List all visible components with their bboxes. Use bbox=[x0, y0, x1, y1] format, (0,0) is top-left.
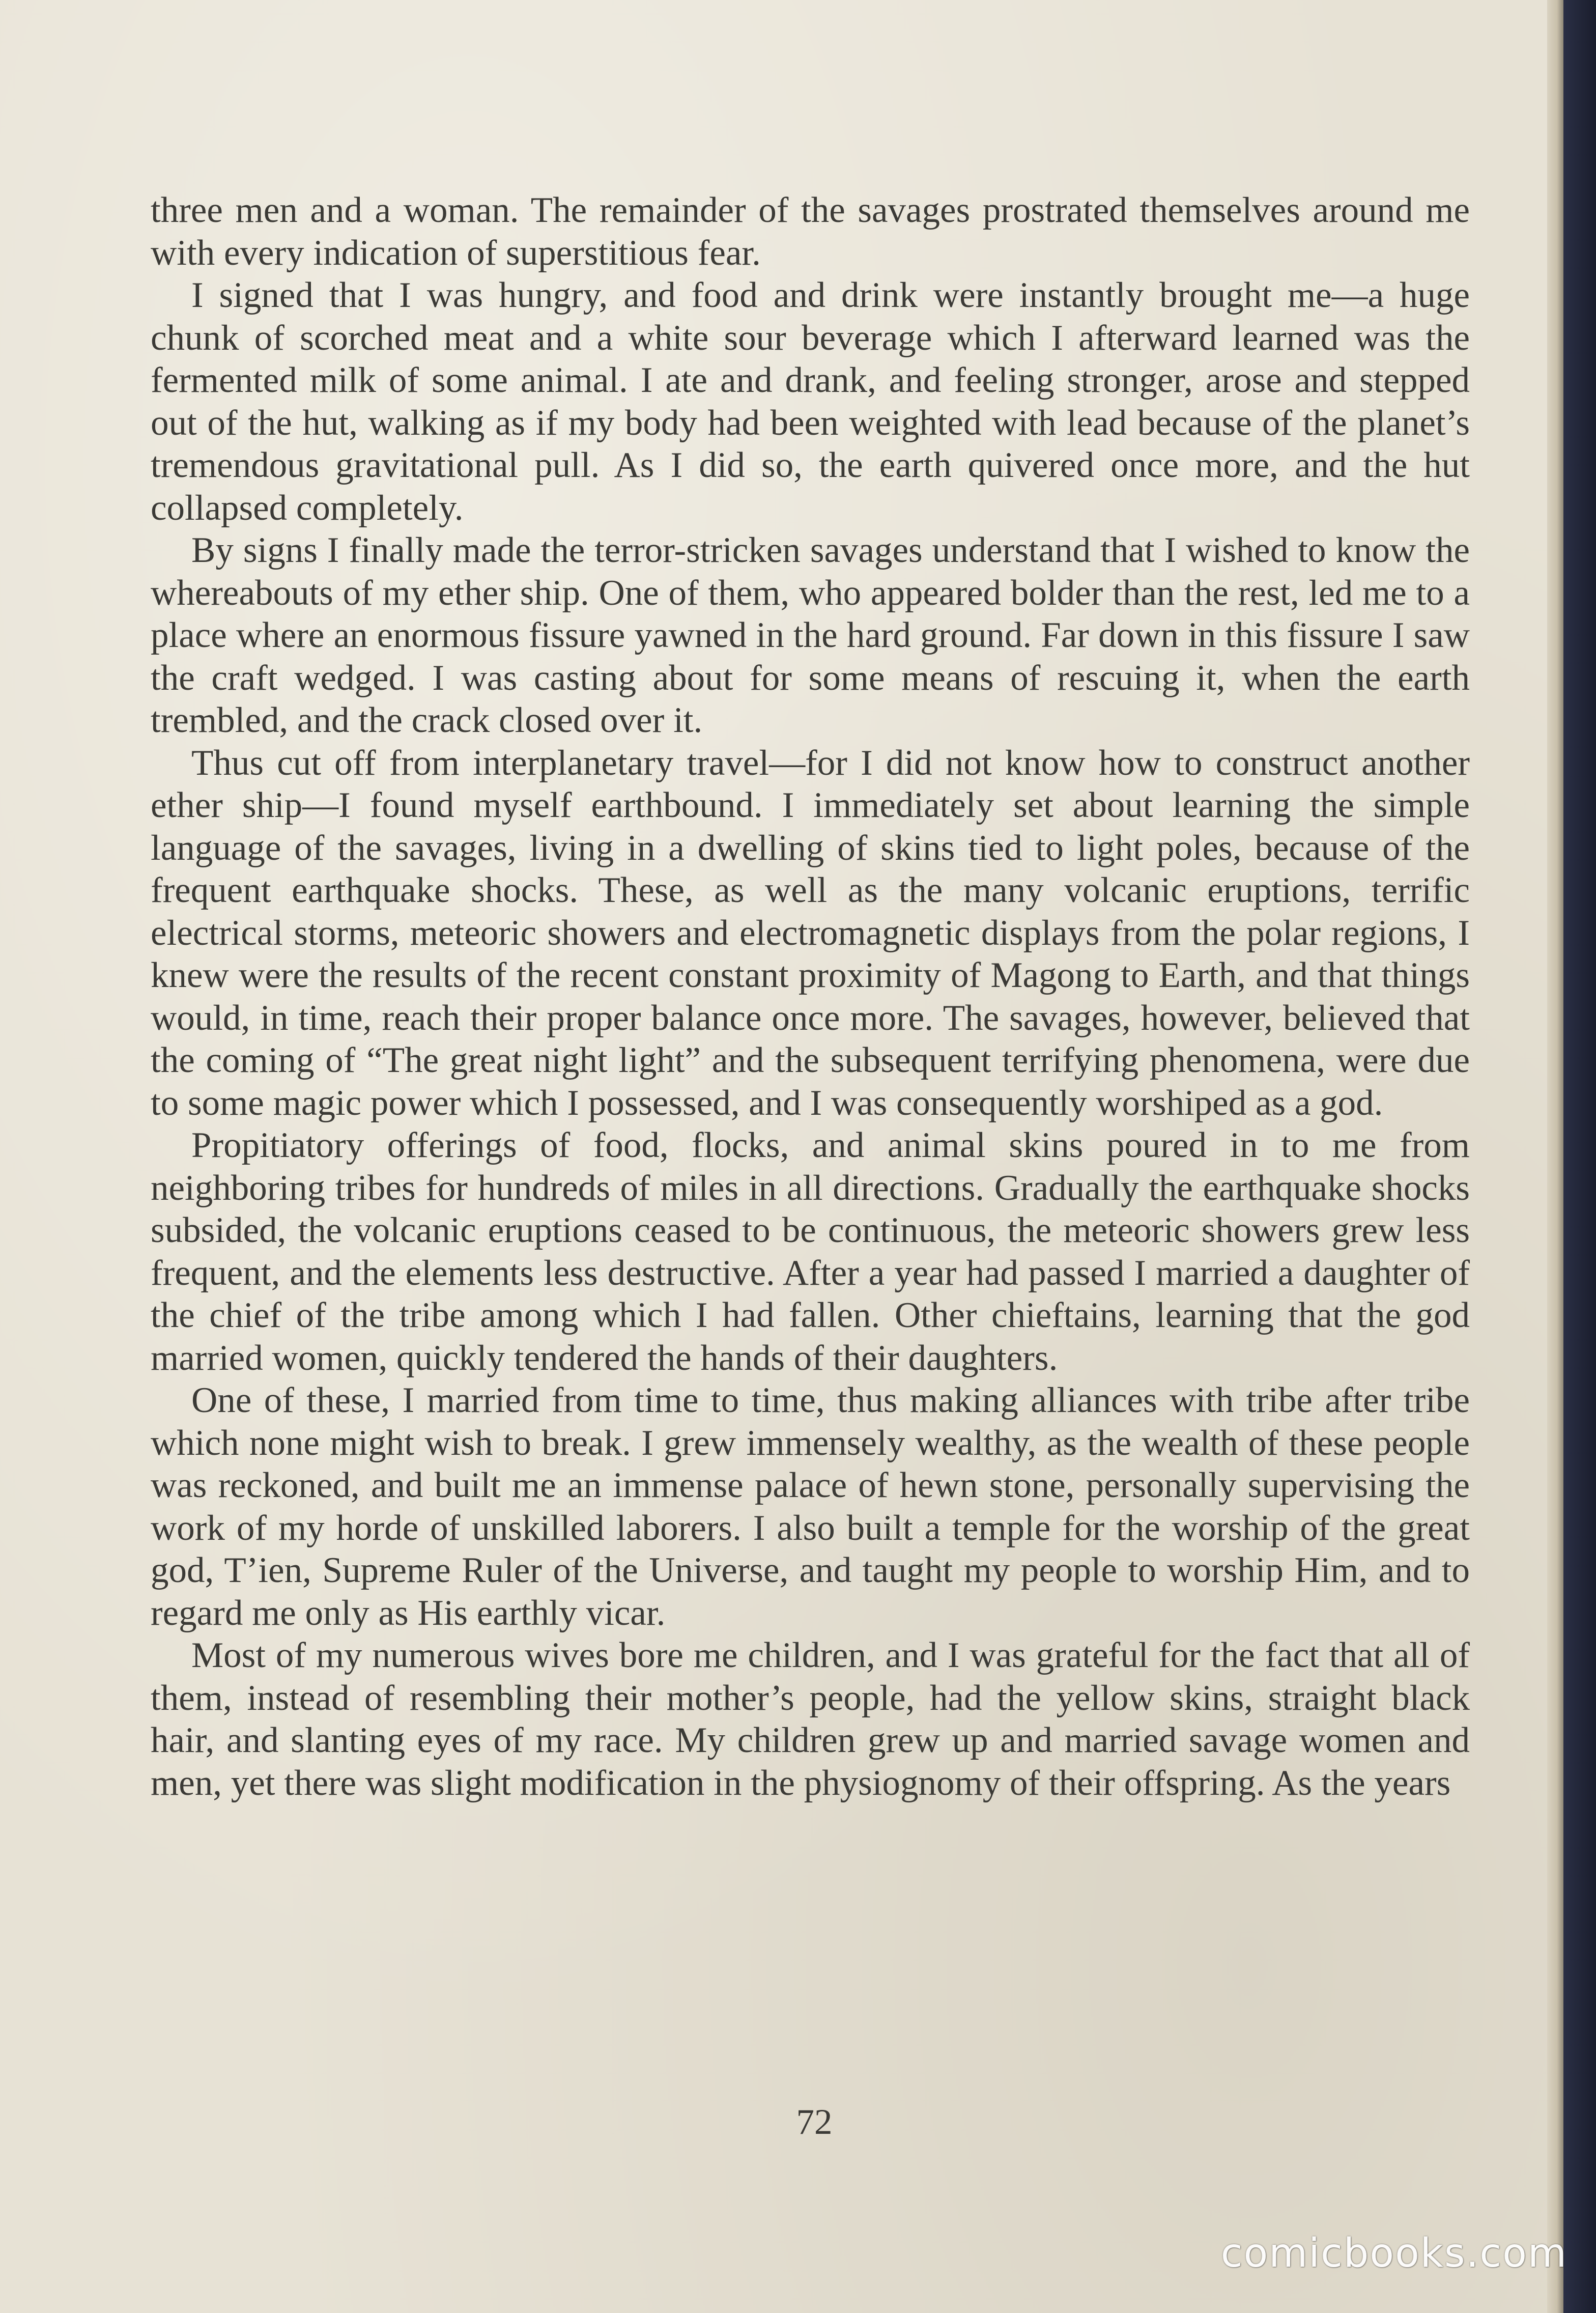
page-number: 72 bbox=[796, 2102, 833, 2142]
paragraph: I signed that I was hungry, and food and drink were instantly brought me—a huge chunk of scorched meat and a white sour beverage which I afterward learned was the fermented milk of some animal. I ate and drank, and feeling stronger, arose and stepped out of the hut, walking as if my body had been weighted with lead because of the planet’s tremendous gravitational pull. As I did so, the earth quivered once more, and the hut collapsed completely. bbox=[151, 275, 1470, 528]
body-text bbox=[151, 189, 1470, 1804]
paragraph: Thus cut off from interplanetary travel—for I did not know how to construct another ether ship—I found myself earthbound. I immediately set about learning the simple language of the savages, living in a dwelling of skins tied to light poles, because of the frequent earthquake shocks. These, as well as the many volcanic eruptions, terrific electrical storms, meteoric showers and electromagnetic displays from the polar regions, I knew were the results of the recent constant proximity of Magong to Earth, and that things would, in time, reach their proper balance once more. The savages, however, believed that the coming of “The great night light” and the subsequent terrifying phenomena, were due to some magic power which I possessed, and I was consequently worshiped as a god. bbox=[151, 743, 1470, 1123]
paragraph: By signs I finally made the terror-stricken savages understand that I wished to know the whereabouts of my ether ship. One of them, who appeared bolder than the rest, led me to a place where an enormous fissure yawned in the hard ground. Far down in this fissure I saw the craft wedged. I was casting about for some means of rescuing it, when the earth trembled, and the crack closed over it. bbox=[151, 530, 1470, 740]
paragraph: Most of my numerous wives bore me children, and I was grateful for the fact that all of them, instead of resembling their mother’s people, had the yellow skins, straight black hair, and slanting eyes of my race. My children grew up and married savage women and men, yet there was slight modification in the physiognomy of their offspring. As the years bbox=[151, 1635, 1470, 1803]
paragraph: Propitiatory offerings of food, flocks, and animal skins poured in to me from neighboring tribes for hundreds of miles in all directions. Gradually the earthquake shocks subsided, the volcanic eruptions ceased to be continuous, the meteoric showers grew less frequent, and the elements less destructive. After a year had passed I married a daughter of the chief of the tribe among which I had fallen. Other chieftains, learning that the god married women, quickly tendered the hands of their daughters. bbox=[151, 1125, 1470, 1378]
book-binding bbox=[1563, 0, 1596, 2313]
page-edge-shadow bbox=[1547, 0, 1563, 2313]
paragraph: One of these, I married from time to time, thus making alliances with tribe after tribe which none might wish to break. I grew immensely wealthy, as the wealth of these people was reckoned, and built me an immense palace of hewn stone, personally supervising the work of my horde of unskilled laborers. I also built a temple for the worship of the great god, T’ien, Supreme Ruler of the Universe, and taught my people to worship Him, and to regard me only as His earthly vicar. bbox=[151, 1380, 1470, 1633]
paragraph-continued: three men and a woman. The remainder of the savages prostrated themselves around me with every indication of superstitious fear. bbox=[151, 190, 1470, 273]
site-watermark: comicbooks.com bbox=[1220, 2231, 1568, 2276]
